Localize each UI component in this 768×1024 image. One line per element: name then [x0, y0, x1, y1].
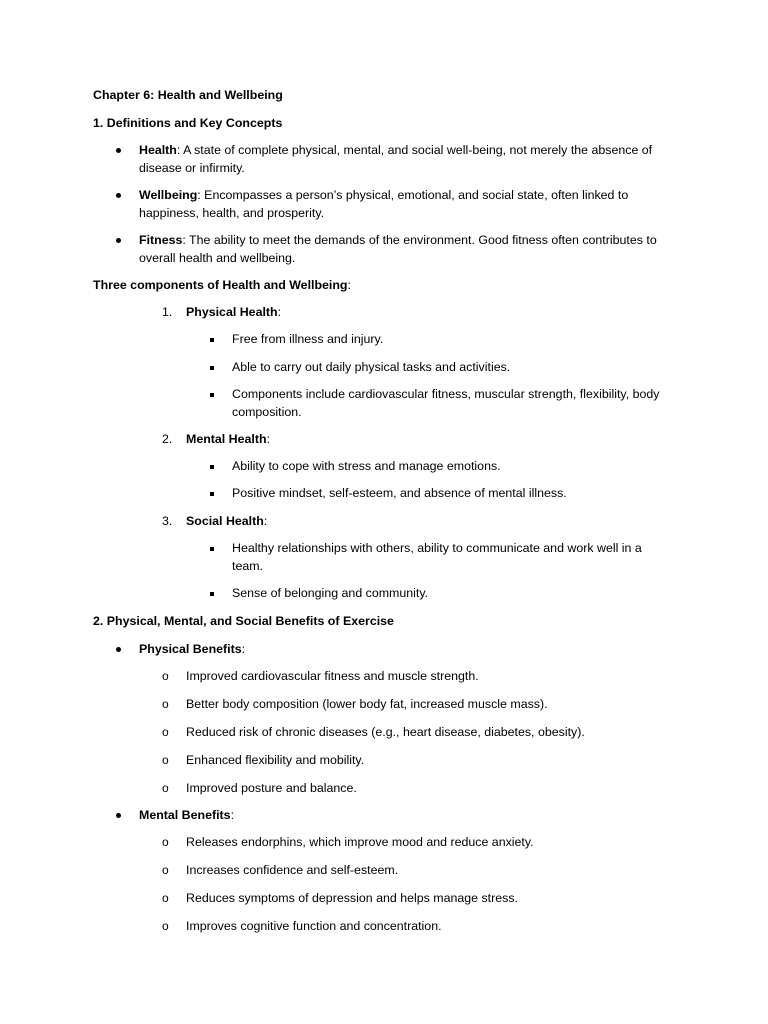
list-item: Better body composition (lower body fat, increased muscle mass). [186, 697, 548, 711]
component-name: Mental Health [186, 432, 267, 446]
components-heading-text: Three components of Health and Wellbeing [93, 278, 348, 292]
definition-fitness [139, 232, 674, 267]
definition-text: : The ability to meet the demands of the environment. Good fitness often contributes to overall health and wellbeing. [139, 233, 657, 265]
list-item: Improves cognitive function and concentration. [186, 919, 442, 933]
bullet-dot-icon [116, 647, 121, 652]
list-item: Improved posture and balance. [186, 781, 357, 795]
bullet-square-icon [210, 366, 214, 370]
list-item: Releases endorphins, which improve mood and reduce anxiety. [186, 835, 534, 849]
list-item: Improved cardiovascular fitness and muscle strength. [186, 669, 479, 683]
component-name: Social Health [186, 514, 264, 528]
term-health: Health [139, 143, 177, 157]
list-item: Reduced risk of chronic diseases (e.g., heart disease, diabetes, obesity). [186, 725, 585, 739]
circle-bullet-icon: o [162, 863, 169, 877]
bullet-square-icon [210, 465, 214, 469]
chapter-title: Chapter 6: Health and Wellbeing [93, 88, 283, 102]
term-wellbeing: Wellbeing [139, 188, 198, 202]
circle-bullet-icon: o [162, 781, 169, 795]
colon: : [230, 808, 235, 822]
mental-benefits-label [139, 807, 234, 825]
section-heading-benefits: 2. Physical, Mental, and Social Benefits of Exercise [93, 614, 394, 628]
definition-text: : Encompasses a person’s physical, emotional, and social state, often linked to happiness, health, and prosperity. [139, 188, 629, 220]
colon: : [241, 642, 246, 656]
physical-benefits-label [139, 641, 245, 659]
component-social-health [186, 513, 267, 531]
list-item: Enhanced flexibility and mobility. [186, 753, 365, 767]
circle-bullet-icon: o [162, 669, 169, 683]
list-item: Positive mindset, self-esteem, and absence of mental illness. [232, 486, 567, 500]
bullet-dot-icon [116, 193, 121, 198]
colon: : [277, 305, 282, 319]
list-item: Ability to cope with stress and manage emotions. [232, 459, 501, 473]
term-fitness: Fitness [139, 233, 183, 247]
definition-wellbeing [139, 187, 674, 222]
benefit-category-name: Mental Benefits [139, 808, 231, 822]
colon: : [266, 432, 271, 446]
bullet-square-icon [210, 547, 214, 551]
colon: : [347, 278, 351, 292]
bullet-dot-icon [116, 238, 121, 243]
bullet-dot-icon [116, 813, 121, 818]
colon: : [263, 514, 268, 528]
definition-health [139, 142, 674, 177]
definition-text: : A state of complete physical, mental, and social well-being, not merely the absence of disease or infirmity. [139, 143, 653, 175]
bullet-square-icon [210, 592, 214, 596]
list-item: Able to carry out daily physical tasks and activities. [232, 360, 511, 374]
component-physical-health [186, 304, 281, 322]
circle-bullet-icon: o [162, 753, 169, 767]
benefit-category-name: Physical Benefits [139, 642, 242, 656]
components-heading [93, 277, 351, 295]
component-mental-health [186, 431, 270, 449]
list-number: 3. [162, 514, 173, 528]
section-heading-definitions: 1. Definitions and Key Concepts [93, 116, 283, 130]
list-item: Reduces symptoms of depression and helps manage stress. [186, 891, 518, 905]
list-item: Healthy relationships with others, ability to communicate and work well in a team. [232, 541, 642, 573]
circle-bullet-icon: o [162, 891, 169, 905]
circle-bullet-icon: o [162, 919, 169, 933]
circle-bullet-icon: o [162, 725, 169, 739]
list-number: 2. [162, 432, 173, 446]
circle-bullet-icon: o [162, 697, 169, 711]
list-number: 1. [162, 305, 173, 319]
component-name: Physical Health [186, 305, 278, 319]
bullet-square-icon [210, 492, 214, 496]
list-item: Increases confidence and self-esteem. [186, 863, 399, 877]
bullet-dot-icon [116, 148, 121, 153]
list-item: Sense of belonging and community. [232, 586, 429, 600]
bullet-square-icon [210, 393, 214, 397]
list-item: Free from illness and injury. [232, 332, 384, 346]
bullet-square-icon [210, 338, 214, 342]
circle-bullet-icon: o [162, 835, 169, 849]
list-item: Components include cardiovascular fitness, muscular strength, flexibility, body composition. [232, 387, 660, 419]
